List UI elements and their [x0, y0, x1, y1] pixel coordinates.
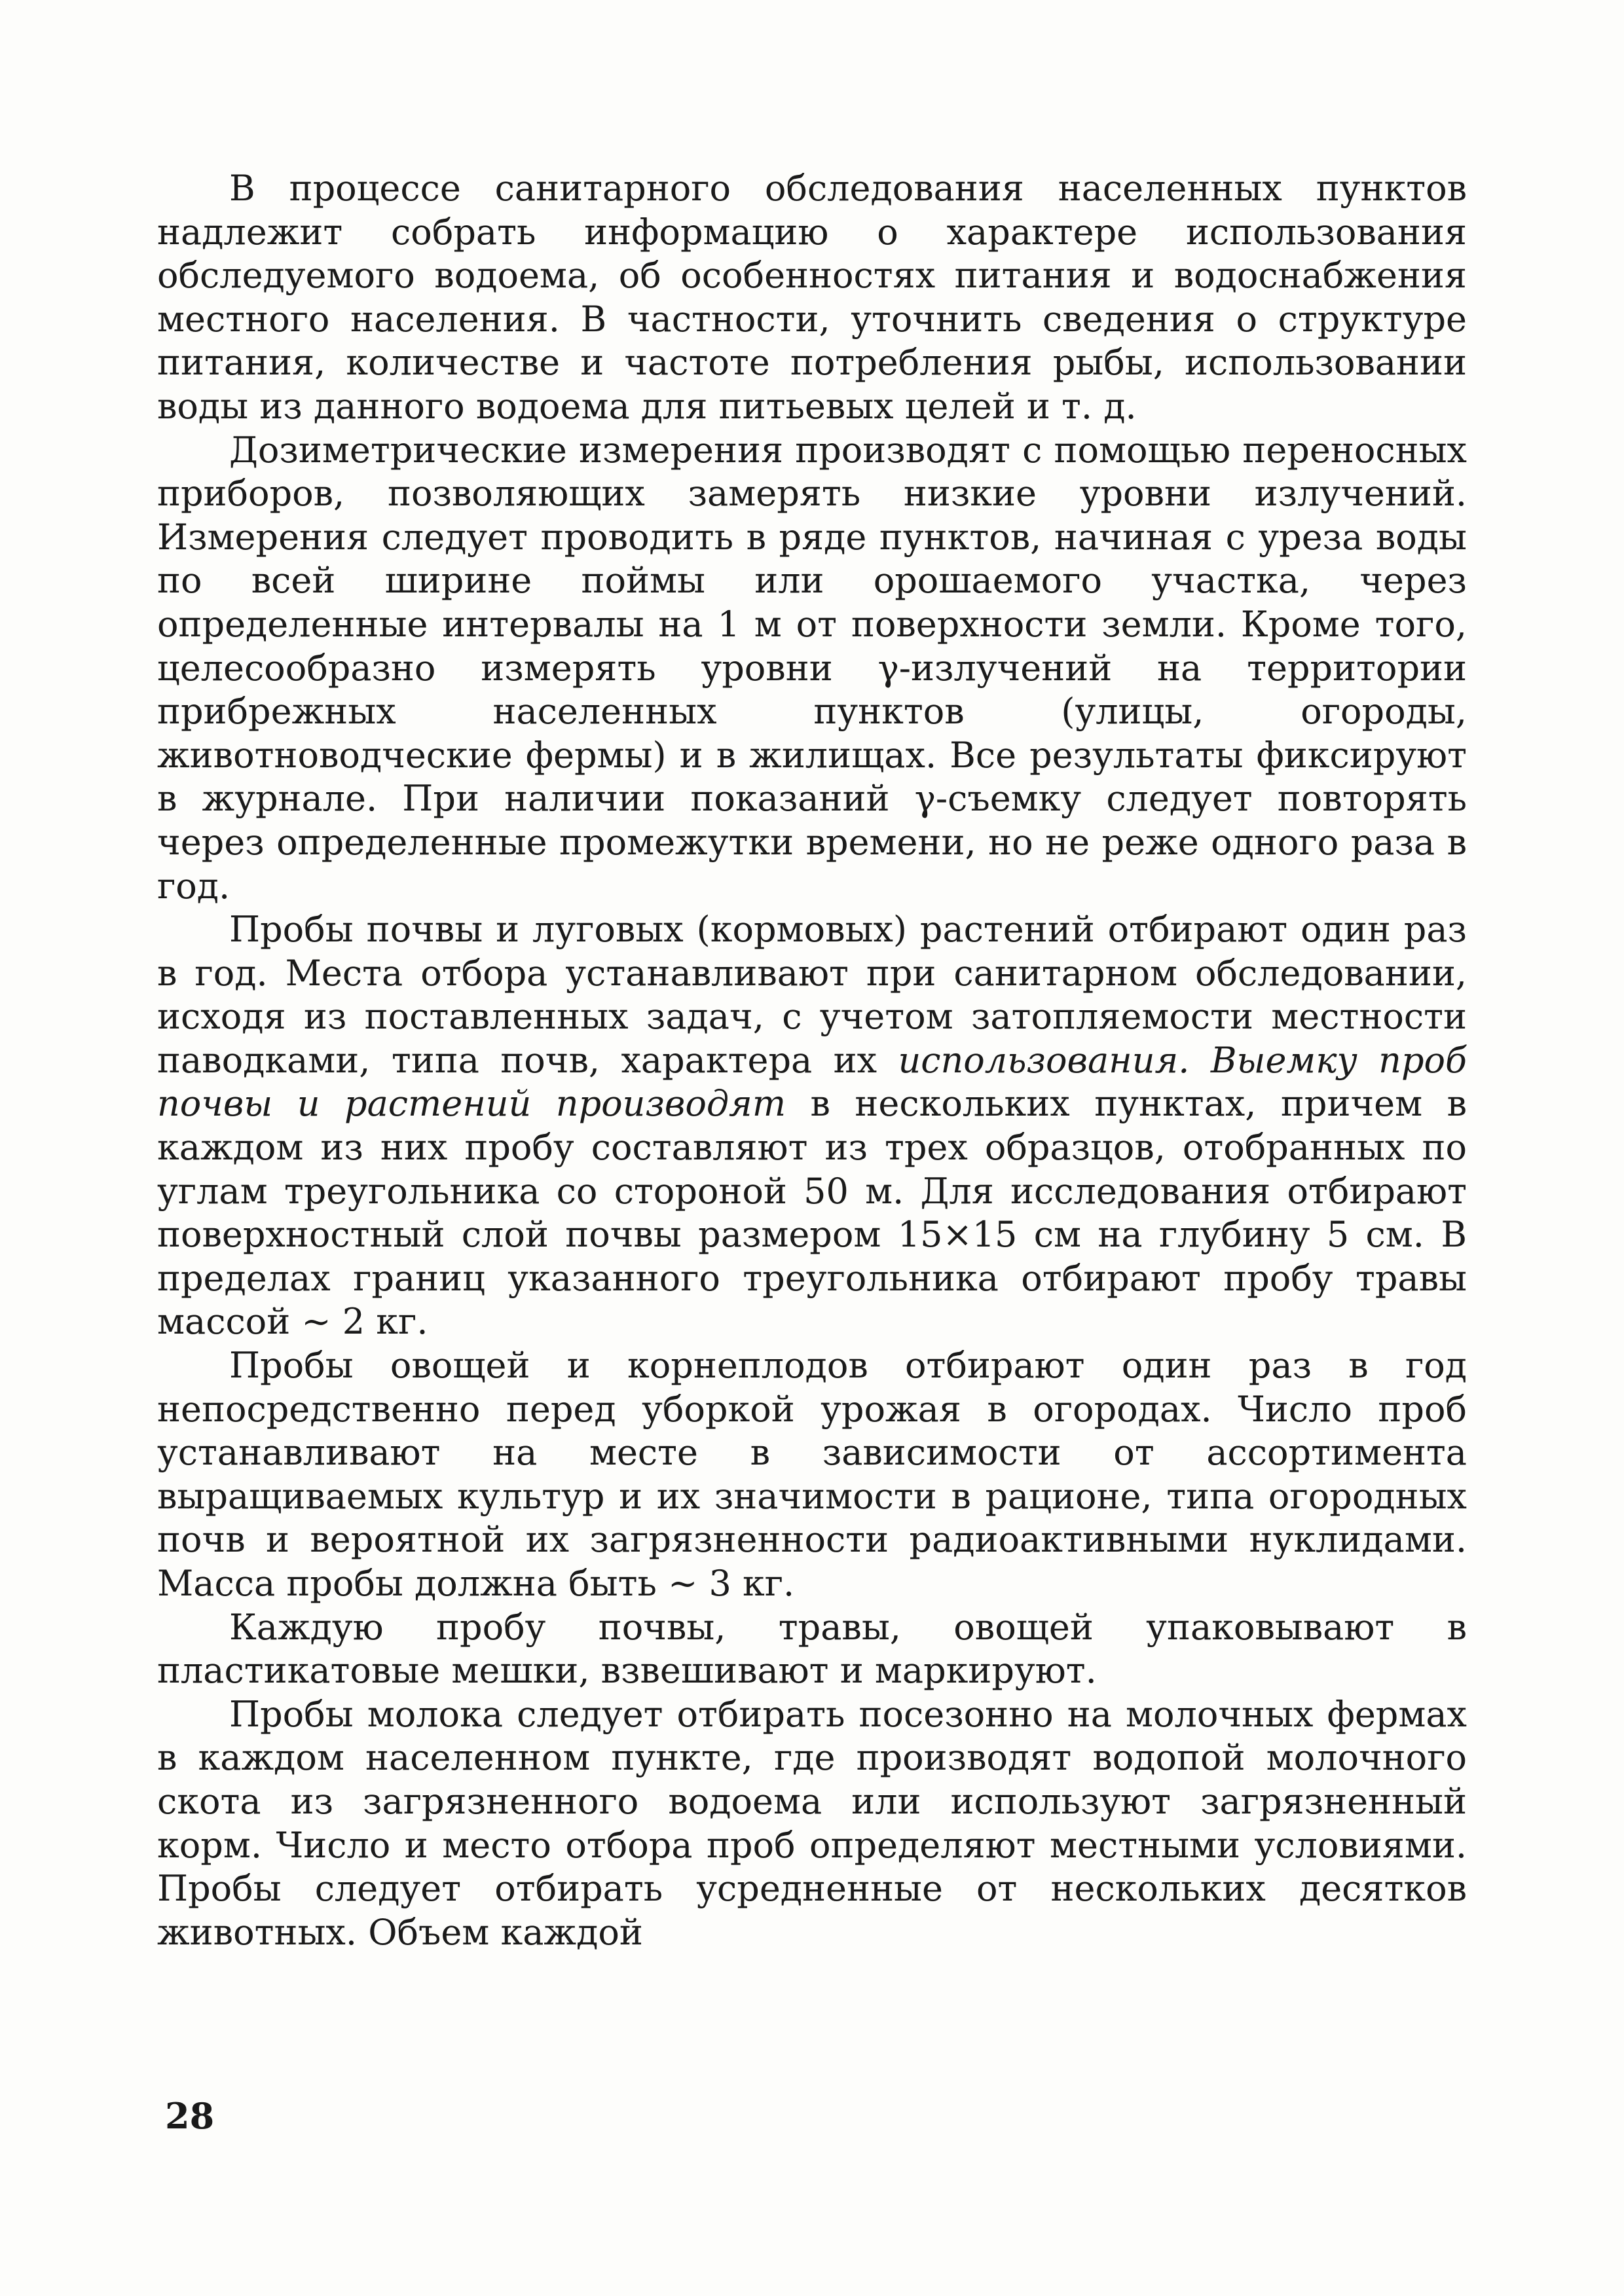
page-number: 28 — [165, 2095, 215, 2137]
body-text — [157, 167, 1467, 1954]
paragraph-survey-info: В процессе санитарного обследования населенных пунктов надлежит собрать информацию о характере использования обследуемого водоема, об особенностях питания и водоснабжения местного населения. В частности, уточнить сведения о структуре питания, количестве и частоте потребления рыбы, использовании воды из данного водоема для питьевых целей и т. д. — [157, 168, 1467, 427]
soil-text-part-1: Пробы почвы и луговых (кормовых) растений отбирают один раз в год. Места отбора устанавливают при санитарном обследовании, исходя из поставленных задач, с учетом затопляемости местности паводками, типа почв, характера их — [157, 909, 1467, 1081]
paragraph-dosimetry: Дозиметрические измерения производят с помощью переносных приборов, позволяющих замерять низкие уровни излучений. Измерения следует проводить в ряде пунктов, начиная с уреза воды по всей ширине поймы или орошаемого участка, через определенные интервалы на 1 м от поверхности земли. Кроме того, целесообразно измерять уровни γ-излучений на территории прибрежных населенных пунктов (улицы, огороды, животноводческие фермы) и в жилищах. Все результаты фиксируют в журнале. При наличии показаний γ-съемку следует повторять через определенные промежутки времени, но не реже одного раза в год. — [157, 429, 1467, 907]
paragraph-milk-samples: Пробы молока следует отбирать посезонно на молочных фермах в каждом населенном пункте, где производят водопой молочного скота из загрязненного водоема или используют загрязненный корм. Число и место отбора проб определяют местными условиями. Пробы следует отбирать усредненные от нескольких десятков животных. Объем каждой — [157, 1693, 1467, 1953]
paragraph-vegetable-samples: Пробы овощей и корнеплодов отбирают один раз в год непосредственно перед уборкой урожая в огородах. Число проб устанавливают на месте в зависимости от ассортимента выращиваемых культур и их значимости в рационе, типа огородных почв и вероятной их загрязненности радиоактивными нуклидами. Масса пробы должна быть ~ 3 кг. — [157, 1345, 1467, 1604]
paragraph-soil-samples — [157, 908, 1467, 1344]
paragraph-packaging: Каждую пробу почвы, травы, овощей упаковывают в пластикатовые мешки, взвешивают и маркируют. — [157, 1606, 1467, 1692]
soil-text-italic: использования. Выемку проб почвы и растений производят — [157, 1039, 1467, 1125]
soil-text-part-2: в нескольких пунктах, причем в каждом из них пробу составляют из трех образцов, отобранных по углам треугольника со стороной 50 м. Для исследования отбирают поверхностный слой почвы размером 15×15 см на глубину 5 см. В пределах границ указанного треугольника отбирают пробу травы массой ~ 2 кг. — [157, 1083, 1467, 1343]
